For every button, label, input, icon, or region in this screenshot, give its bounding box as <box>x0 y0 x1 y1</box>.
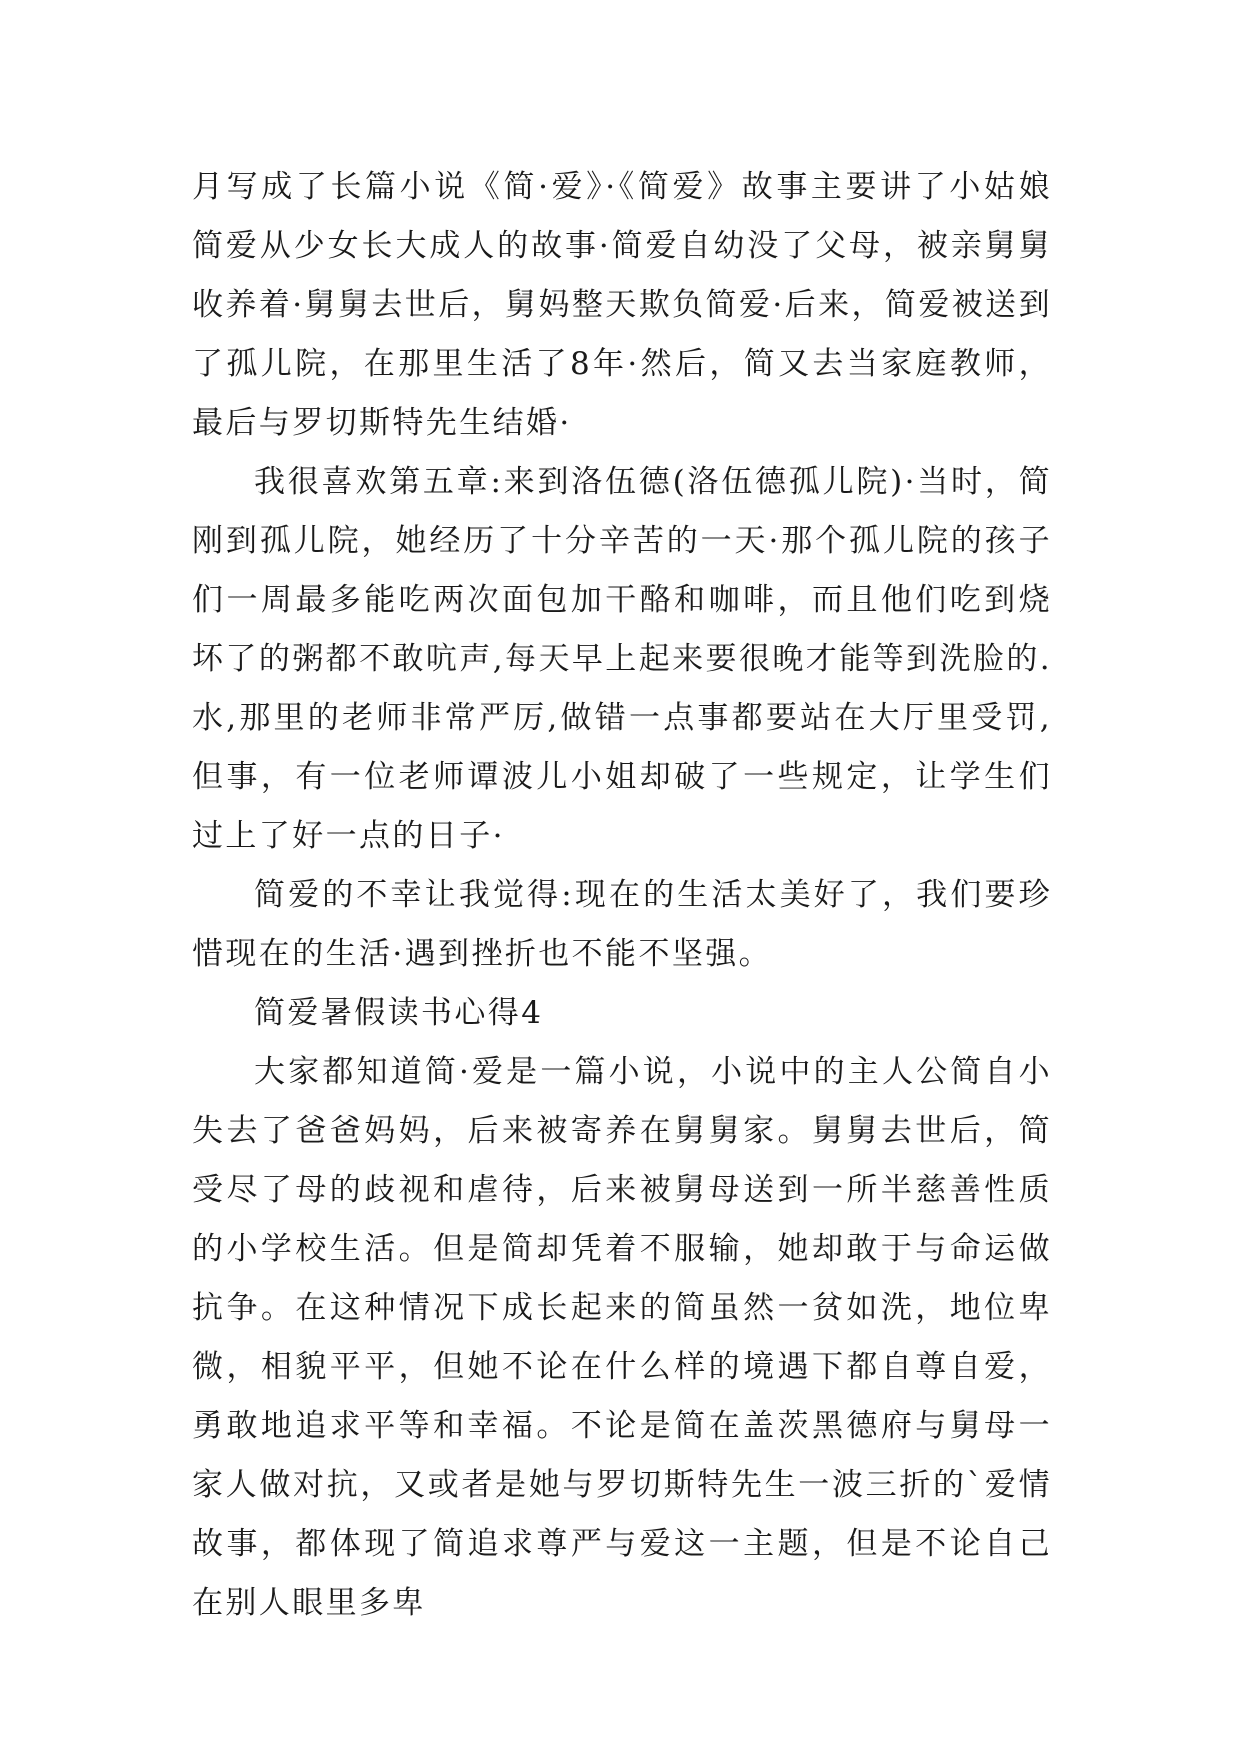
paragraph-reflection: 简爱的不幸让我觉得:现在的生活太美好了，我们要珍惜现在的生活·遇到挫折也不能不坚强。 <box>192 877 1052 972</box>
paragraph-essay-four: 大家都知道简·爱是一篇小说，小说中的主人公简自小失去了爸爸妈妈，后来被寄养在舅舅家。舅舅去世后，简受尽了母的歧视和虐待，后来被舅母送到一所半慈善性质的小学校生活。但是简却凭着不服输，她却敢于与命运做抗争。在这种情况下成长起来的简虽然一贫如洗，地位卑微，相貌平平，但她不论在什么样的境遇下都自尊自爱，勇敢地追求平等和幸福。不论是简在盖茨黑德府与舅母一家人做对抗，又或者是她与罗切斯特先生一波三折的`爱情故事，都体现了简追求尊严与爱这一主题，但是不论自己在别人眼里多卑 <box>192 1054 1052 1621</box>
paragraph-chapter-five: 我很喜欢第五章:来到洛伍德(洛伍德孤儿院)·当时，简刚到孤儿院，她经历了十分辛苦的一天·那个孤儿院的孩子们一周最多能吃两次面包加干酪和咖啡，而且他们吃到烧坏了的粥都不敢吭声,每天早上起来要很晚才能等到洗脸的.水,那里的老师非常严厉,做错一点事都要站在大厅里受罚,但事，有一位老师谭波儿小姐却破了一些规定，让学生们过上了好一点的日子· <box>192 464 1052 854</box>
paragraph-story-summary: 月写成了长篇小说《简·爱》·《简爱》故事主要讲了小姑娘简爱从少女长大成人的故事·简爱自幼没了父母，被亲舅舅收养着·舅舅去世后，舅妈整天欺负简爱·后来，简爱被送到了孤儿院，在那里生活了8年·然后，简又去当家庭教师，最后与罗切斯特先生结婚· <box>192 169 1052 441</box>
document-body <box>192 158 1052 1633</box>
section-heading: 简爱暑假读书心得4 <box>254 995 544 1031</box>
